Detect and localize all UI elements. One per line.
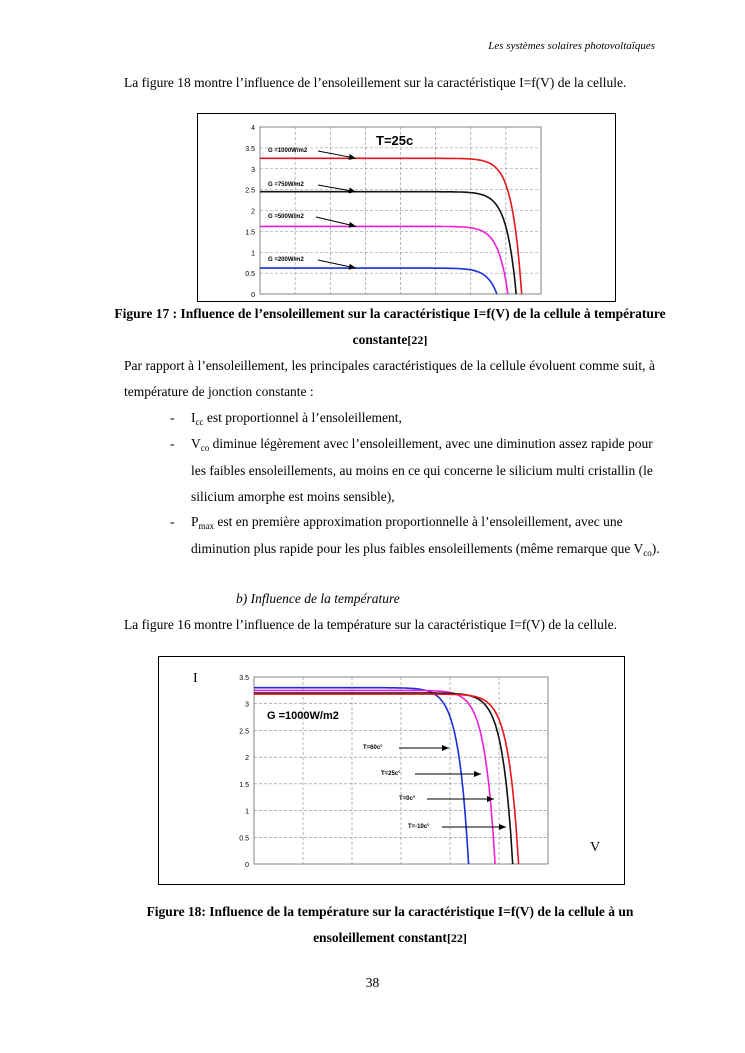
- paragraph-intro-fig17: La figure 18 montre l’influence de l’ensoleillement sur la caractéristique I=f(V) de la cellule.: [124, 75, 627, 90]
- bullet-text: diminue légèrement avec l’ensoleillement, avec une diminution assez rapide pour les faibles ensoleillements, au moins en ce qui concerne le silicium multi cristallin (le silicium amorphe est moins sensible),: [191, 436, 653, 504]
- arrow-head: [349, 188, 356, 194]
- bullet-subscript: max: [198, 521, 215, 531]
- series-label: G =1000W/m2: [268, 148, 308, 154]
- y-tick-label: 0.5: [239, 835, 249, 843]
- arrow-head: [474, 771, 481, 777]
- paragraph-intro-fig18: La figure 16 montre l’influence de la température sur la caractéristique I=f(V) de la cellule.: [124, 617, 618, 632]
- x-axis-label: V: [590, 840, 601, 855]
- bullet-subscript-2: co: [643, 548, 652, 558]
- y-tick-label: 3: [251, 166, 255, 174]
- page-number: 38: [365, 975, 380, 990]
- series-label: G =750W/m2: [268, 182, 304, 188]
- y-tick-label: 3.5: [245, 145, 255, 153]
- series-label: T=25c°: [381, 771, 401, 777]
- series-label: G =200W/m2: [268, 257, 304, 263]
- series-label: T=60c°: [363, 745, 383, 751]
- bullet-dash: -: [170, 410, 175, 425]
- chart-irradiance: [198, 114, 615, 301]
- arrow-head: [442, 745, 449, 751]
- bullet-vco: [170, 431, 670, 509]
- caption-text: Figure 17 : Influence de l’ensoleillement sur la caractéristique I=f(V) de la cellule à température constante: [114, 306, 666, 347]
- y-tick-label: 2.5: [245, 187, 255, 195]
- caption-text: Figure 18: Influence de la température sur la caractéristique I=f(V) de la cellule à un ensoleillement constant: [146, 904, 634, 945]
- bullet-dash: -: [170, 514, 175, 529]
- figure-18-caption: [110, 899, 670, 951]
- bullet-symbol: I: [191, 410, 196, 425]
- figure-17: [197, 113, 616, 302]
- y-axis-label: I: [193, 671, 198, 686]
- bullet-dash: -: [170, 436, 175, 451]
- paragraph-irradiance: Par rapport à l’ensoleillement, les principales caractéristiques de la cellule évoluent comme suit, à température de jonction constante :: [124, 358, 655, 399]
- bullet-symbol: P: [191, 514, 199, 529]
- bullet-text: est en première approximation proportionnelle à l’ensoleillement, avec une diminution plus rapide pour les plus faibles ensoleillements (même remarque que V: [191, 514, 644, 556]
- bullet-pmax: [170, 509, 670, 587]
- series-line: [260, 192, 516, 294]
- bullet-text-end: ).: [651, 541, 660, 556]
- bullet-subscript: cc: [195, 417, 204, 427]
- y-tick-label: 2: [245, 755, 249, 763]
- y-tick-label: 2: [251, 208, 255, 216]
- figure-18: [158, 656, 625, 885]
- y-tick-label: 1.5: [245, 229, 255, 237]
- bullet-subscript: co: [200, 443, 210, 453]
- chart-title: T=25c: [376, 133, 414, 148]
- series-line: [260, 268, 497, 294]
- running-header: Les systèmes solaires photovoltaïques: [488, 40, 655, 52]
- caption-reference: [22]: [446, 931, 467, 945]
- subheading-temperature: b) Influence de la température: [236, 591, 400, 606]
- series-label: T=0c°: [399, 796, 416, 802]
- y-tick-label: 1.5: [239, 781, 249, 789]
- y-tick-label: 1: [251, 250, 255, 258]
- y-tick-label: 0: [251, 292, 255, 299]
- figure-17-caption: [110, 301, 670, 353]
- y-tick-label: 0: [245, 862, 249, 869]
- chart-title: G =1000W/m2: [267, 710, 339, 722]
- caption-reference: [22]: [407, 333, 428, 347]
- series-label: G =500W/m2: [268, 214, 304, 220]
- y-tick-label: 3.5: [239, 675, 249, 682]
- chart-temperature: [159, 657, 624, 884]
- bullet-symbol: V: [191, 436, 201, 451]
- series-label: T=-10c°: [408, 824, 430, 830]
- bullet-text: est proportionnel à l’ensoleillement,: [203, 410, 402, 425]
- y-tick-label: 2.5: [239, 728, 249, 736]
- y-tick-label: 4: [251, 125, 255, 132]
- arrow-head: [499, 824, 506, 830]
- y-tick-label: 3: [245, 701, 249, 709]
- y-tick-label: 1: [245, 808, 249, 816]
- y-tick-label: 0.5: [245, 271, 255, 279]
